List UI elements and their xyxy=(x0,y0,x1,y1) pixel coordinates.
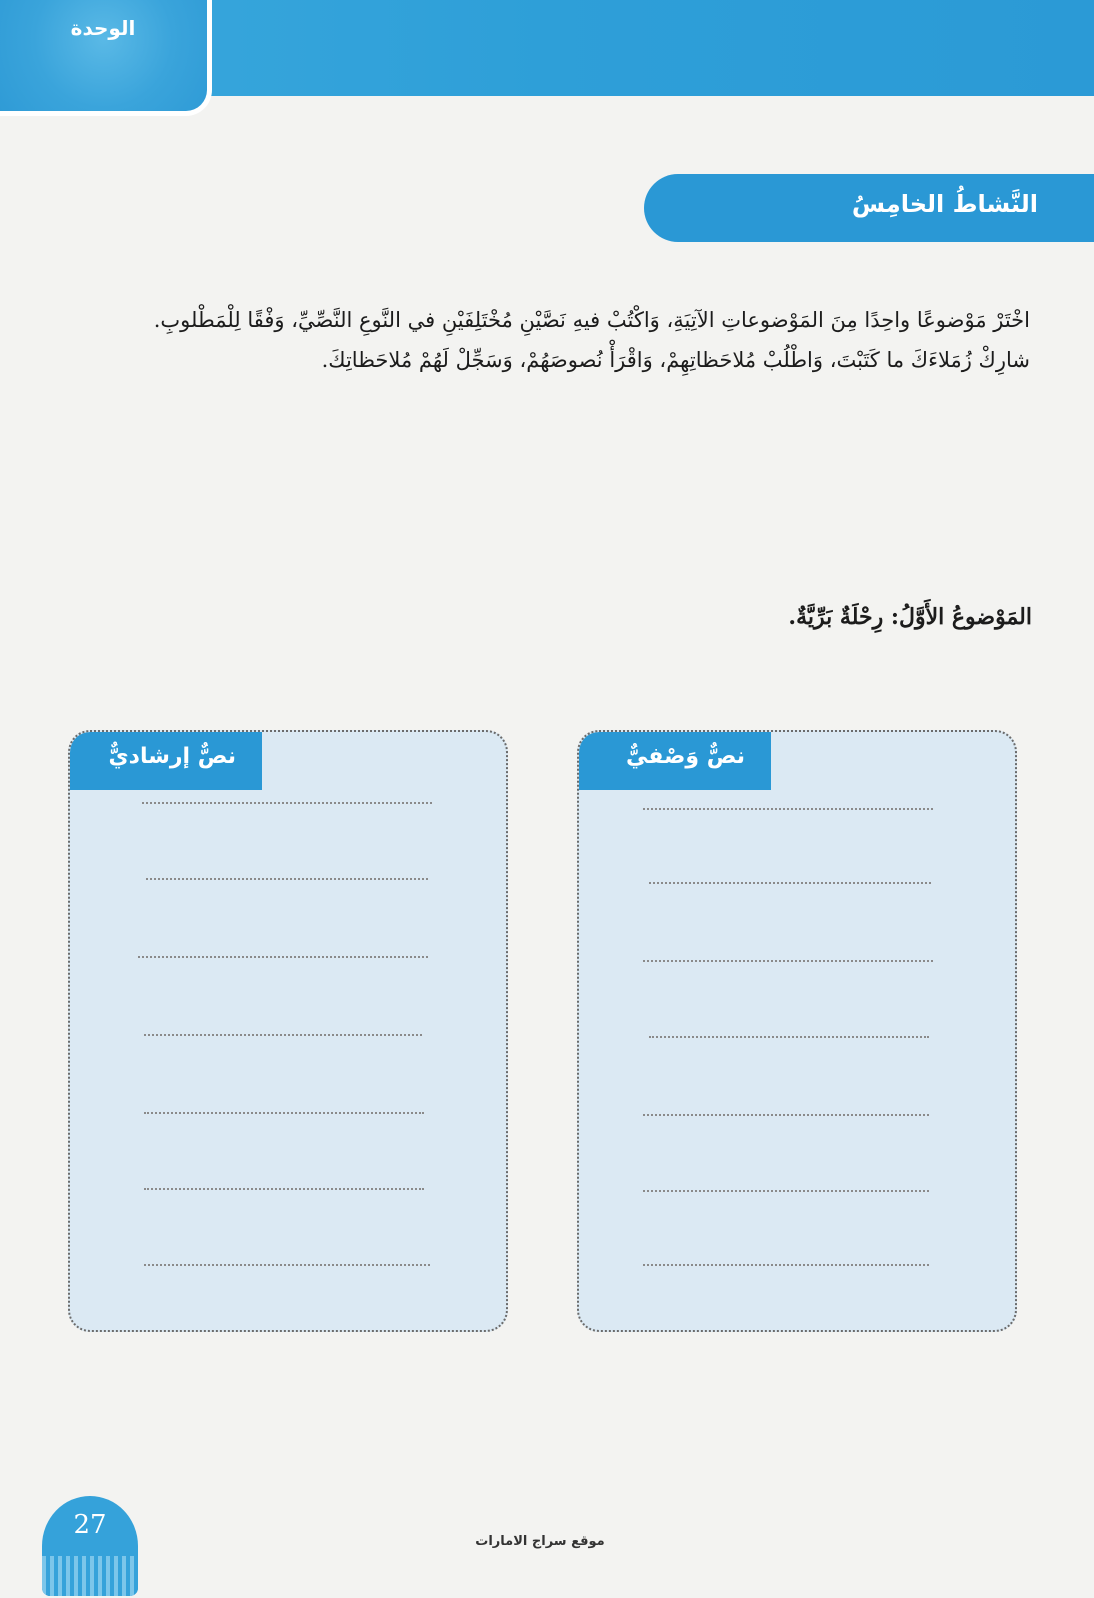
writing-line[interactable] xyxy=(643,1114,929,1116)
writing-line[interactable] xyxy=(144,1034,422,1036)
writing-line[interactable] xyxy=(643,1190,929,1192)
writing-line[interactable] xyxy=(144,1264,430,1266)
descriptive-text-label: نصٌّ وَصْفيٌّ xyxy=(626,744,745,769)
writing-line[interactable] xyxy=(138,956,428,958)
writing-line[interactable] xyxy=(144,1112,424,1114)
instruction-paragraph-1: اخْتَرْ مَوْضوعًا واحِدًا مِنَ المَوْضوعاتِ الآتِيَةِ، وَاكْتُبْ فيهِ نَصَّيْنِ مُخْتَلِفَيْنِ في النَّوعِ النَّصِّيِّ، وَفْقًا لِلْمَطْلوبِ. xyxy=(153,308,1030,332)
page-number-badge xyxy=(42,1496,138,1596)
writing-line[interactable] xyxy=(649,1036,929,1038)
box-tab-instructional xyxy=(70,732,262,790)
writing-line[interactable] xyxy=(649,882,931,884)
unit-tab xyxy=(0,0,212,116)
instructional-text-label: نصٌّ إرشاديٌّ xyxy=(108,744,236,769)
activity-title: النَّشاطُ الخامِسُ xyxy=(851,190,1038,218)
box-tab-descriptive xyxy=(579,732,771,790)
activity-header xyxy=(644,174,1094,242)
topic-heading: المَوْضوعُ الأَوَّلُ: رِحْلَةٌ بَرِّيَّةٌ. xyxy=(788,604,1032,630)
page-number: 27 xyxy=(73,1510,107,1540)
footer-site-text: موقع سراج الامارات xyxy=(475,1534,605,1549)
writing-line[interactable] xyxy=(643,808,933,810)
instruction-paragraph-2: شارِكْ زُمَلاءَكَ ما كَتَبْتَ، وَاطْلُبْ مُلاحَظاتِهِمْ، وَاقْرَأْ نُصوصَهُمْ، وَسَجِّلْ لَهُمْ مُلاحَظاتِكَ. xyxy=(321,348,1030,372)
instructional-text-box[interactable] xyxy=(68,730,508,1332)
writing-line[interactable] xyxy=(643,960,933,962)
writing-line[interactable] xyxy=(146,878,428,880)
instructions xyxy=(140,300,1030,380)
writing-line[interactable] xyxy=(144,1188,424,1190)
descriptive-text-box[interactable] xyxy=(577,730,1017,1332)
writing-line[interactable] xyxy=(643,1264,929,1266)
unit-label: الوحدة xyxy=(70,16,136,40)
writing-line[interactable] xyxy=(142,802,432,804)
